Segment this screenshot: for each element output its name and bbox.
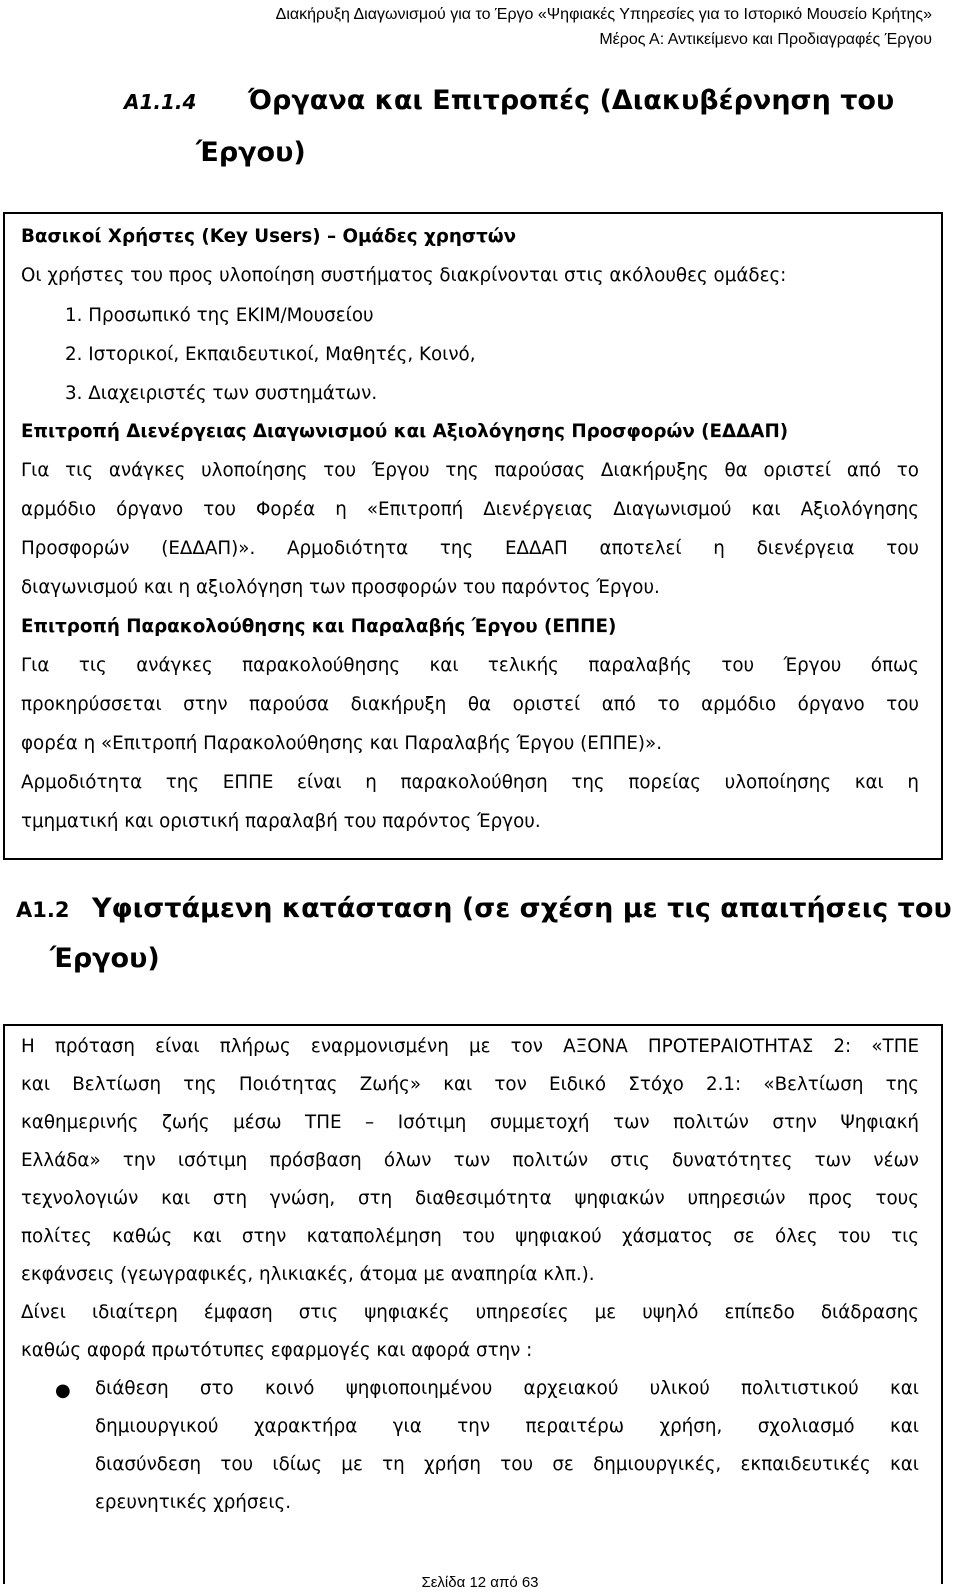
eppe-text-line: Για τις ανάγκες παρακολούθησης και τελικής παραλαβής του Έργου όπως — [21, 655, 919, 676]
user-group-item: 2. Ιστορικοί, Εκπαιδευτικοί, Μαθητές, Κοινό, — [65, 344, 476, 365]
header-document-title: Διακήρυξη Διαγωνισμού για το Έργο «Ψηφιακές Υπηρεσίες για το Ιστορικό Μουσείο Κρήτης» — [275, 6, 932, 23]
section-a12-title-line1: Υφιστάμενη κατάσταση (σε σχέση με τις απαιτήσεις του — [92, 893, 952, 924]
bullet-text-line: διασύνδεση του ιδίως με τη χρήση του σε δημιουργικές, εκπαιδευτικές και — [95, 1454, 919, 1475]
bullet-text-line: δημιουργικού χαρακτήρα για την περαιτέρω χρήση, σχολιασμό και — [95, 1416, 919, 1437]
eddap-text-line: Προσφορών (ΕΔΔΑΠ)». Αρμοδιότητα της ΕΔΔΑΠ αποτελεί η διενέργεια του — [21, 538, 919, 559]
para1-line: τεχνολογιών και στη γνώση, στη διαθεσιμότητα ψηφιακών υπηρεσιών προς τους — [21, 1188, 919, 1209]
eppe-text-line: προκηρύσσεται στην παρούσα διακήρυξη θα οριστεί από το αρμόδιο όργανο του — [21, 694, 919, 715]
page-number: Σελίδα 12 από 63 — [421, 1574, 539, 1591]
para2-line: καθώς αφορά πρωτότυπες εφαρμογές και αφορά στην : — [21, 1340, 533, 1361]
section-a114-title-line2: Έργου) — [196, 137, 306, 168]
para1-line: εκφάνσεις (γεωγραφικές, ηλικιακές, άτομα με αναπηρία κλπ.). — [21, 1264, 595, 1285]
eppe-heading: Επιτροπή Παρακολούθησης και Παραλαβής Έργου (ΕΠΠΕ) — [21, 616, 617, 637]
current-situation-box — [3, 1024, 943, 1584]
para1-line: καθημερινής ζωής μέσω ΤΠΕ – Ισότιμη συμμετοχή των πολιτών στην Ψηφιακή — [21, 1112, 919, 1133]
users-committees-box — [3, 212, 943, 860]
para2-line: Δίνει ιδιαίτερη έμφαση στις ψηφιακές υπηρεσίες με υψηλό επίπεδο διάδρασης — [21, 1302, 919, 1323]
key-users-heading: Βασικοί Χρήστες (Key Users) – Ομάδες χρηστών — [21, 226, 517, 247]
section-a12-number: Α1.2 — [16, 898, 70, 922]
section-a114-number: Α1.1.4 — [124, 90, 197, 114]
eddap-heading: Επιτροπή Διενέργειας Διαγωνισμού και Αξιολόγησης Προσφορών (ΕΔΔΑΠ) — [21, 421, 789, 442]
header-document-part: Μέρος Α: Αντικείμενο και Προδιαγραφές Έργου — [599, 31, 932, 48]
bullet-dot-icon: ● — [55, 1380, 71, 1401]
user-groups-intro: Οι χρήστες του προς υλοποίηση συστήματος διακρίνονται στις ακόλουθες ομάδες: — [21, 265, 787, 286]
eppe-text-line: Αρμοδιότητα της ΕΠΠΕ είναι η παρακολούθηση της πορείας υλοποίησης και η — [21, 772, 919, 793]
bullet-text-line: ερευνητικές χρήσεις. — [95, 1492, 292, 1513]
bullet-text-line: διάθεση στο κοινό ψηφιοποιημένου αρχειακού υλικού πολιτιστικού και — [95, 1378, 919, 1399]
eddap-text-line: Για τις ανάγκες υλοποίησης του Έργου της παρούσας Διακήρυξης θα οριστεί από το — [21, 460, 919, 481]
eppe-text-line: φορέα η «Επιτροπή Παρακολούθησης και Παραλαβής Έργου (ΕΠΠΕ)». — [21, 733, 663, 754]
para1-line: και Βελτίωση της Ποιότητας Ζωής» και τον Ειδικό Στόχο 2.1: «Βελτίωση της — [21, 1074, 919, 1095]
eppe-text-line: τμηματική και οριστική παραλαβή του παρόντος Έργου. — [21, 811, 541, 832]
section-a12-title-line2: Έργου) — [50, 943, 160, 974]
para1-line: Ελλάδα» την ισότιμη πρόσβαση όλων των πολιτών στις δυνατότητες των νέων — [21, 1150, 919, 1171]
user-group-item: 1. Προσωπικό της ΕΚΙΜ/Μουσείου — [65, 305, 374, 326]
page-header — [276, 2, 932, 52]
para1-line: πολίτες καθώς και στην καταπολέμηση του ψηφιακού χάσματος σε όλες του τις — [21, 1226, 919, 1247]
eddap-text-line: διαγωνισμού και η αξιολόγηση των προσφορών του παρόντος Έργου. — [21, 577, 660, 598]
eddap-text-line: αρμόδιο όργανο του Φορέα η «Επιτροπή Διενέργειας Διαγωνισμού και Αξιολόγησης — [21, 499, 919, 520]
section-a114-title-line1: Όργανα και Επιτροπές (Διακυβέρνηση του — [248, 85, 895, 116]
para1-line: Η πρόταση είναι πλήρως εναρμονισμένη με τον ΑΞΟΝΑ ΠΡΟΤΕΡΑΙΟΤΗΤΑΣ 2: «ΤΠΕ — [21, 1036, 919, 1057]
user-group-item: 3. Διαχειριστές των συστημάτων. — [65, 383, 378, 404]
